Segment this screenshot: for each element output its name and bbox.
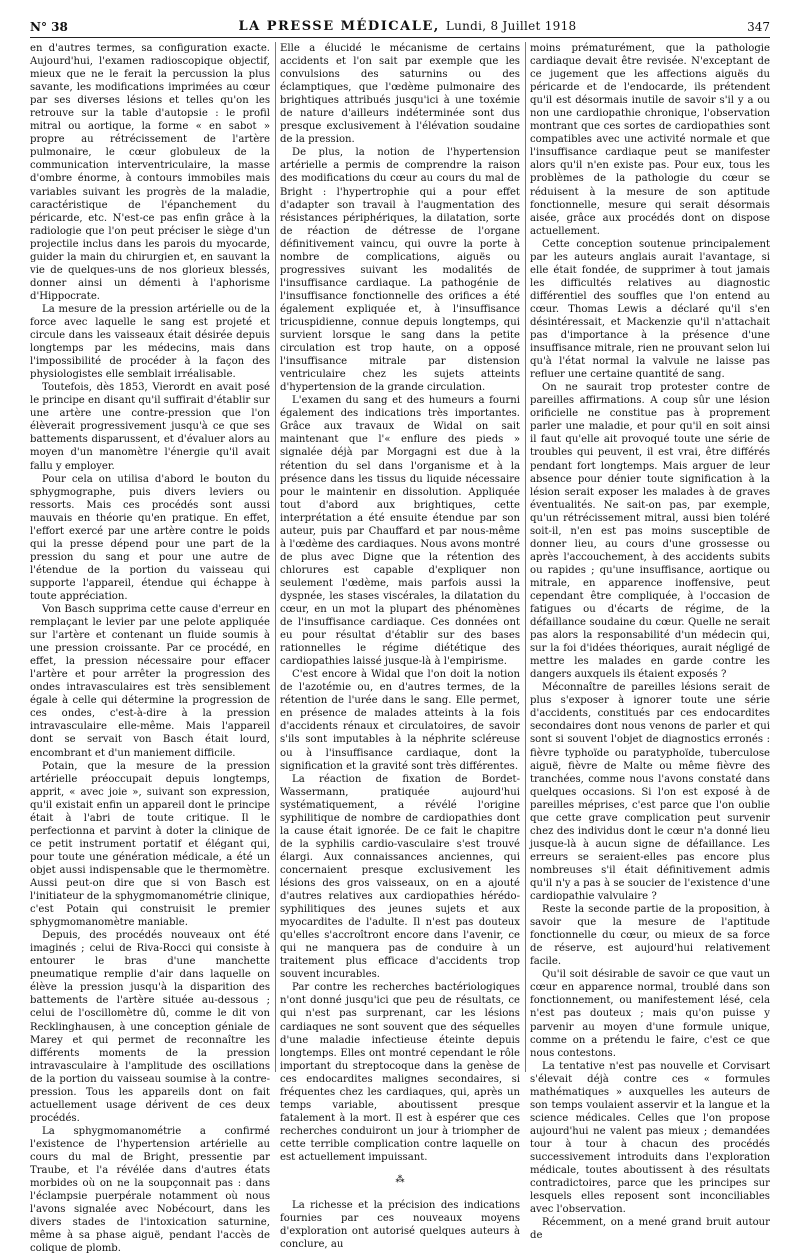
paragraph: La tentative n'est pas nouvelle et Corvisart s'élevait déjà contre ces « formules mathématiques » auxquelles les auteurs de son temps voulaient asservir et la langue et la science médicales. Celles que l'on propose aujourd'hui ne valent pas mieux ; demandées tour à tour à chacun des procédés successivement introduits dans l'exploration médicale, toutes aboutissent à des résultats contradictoires, parce que les principes sur lesquels elles reposent sont inconciliables avec l'observation. [530, 1060, 770, 1216]
issue-date: Lundi, 8 Juillet 1918 [445, 19, 577, 33]
paragraph: La réaction de fixation de Bordet-Wassermann, pratiquée aujourd'hui systématiquement, a révélé l'origine syphilitique de nombre de cardiopathies dont la cause était ignorée. De ce fait le chapitre de la syphilis cardio-vasculaire s'est trouvé élargi. Aux connaissances anciennes, qui concernaient presque exclusivement les lésions des gros vaisseaux, on en a ajouté d'autres relatives aux cardiopathies hérédo-syphilitiques des jeunes sujets et aux myocardites de l'adulte. Il n'est pas douteux qu'elles s'accroîtront encore dans l'avenir, ce qui ne manquera pas de conduire à un traitement plus efficace d'accidents trop souvent incurables. [280, 773, 520, 981]
paragraph: Toutefois, dès 1853, Vierordt en avait posé le principe en disant qu'il suffirait d'établir sur une artère une contre-pression que l'on élèverait progressivement jusqu'à ce que ses battements disparussent, et d'évaluer alors au moyen d'un manomètre l'énergie qu'il avait fallu y employer. [30, 382, 270, 472]
paragraph: Méconnaître de pareilles lésions serait de plus s'exposer à ignorer toute une série d'accidents, constitués par ces endocardites secondaires dont nous venons de parler et qui sont si souvent l'objet de diagnostics erronés : fièvre typhoïde ou paratyphoïde, tuberculose aiguë, fièvre de Malte ou même fièvre des tranchées, comme nous l'avons constaté dans quelques occasions. Si l'on est exposé à de pareilles méprises, c'est parce que l'on oublie que cette grave complication peut survenir chez des individus dont le cœur n'a donné lieu jusque-là à aucun signe de défaillance. Les erreurs se seraient-elles pas encore plus nombreuses s'il était définitivement admis qu'il n'y a pas à se soucier de l'existence d'une cardiopathie valvulaire ? [530, 682, 770, 903]
paragraph: La mesure de la pression artérielle ou de la force avec laquelle le sang est projeté et circule dans les vaisseaux était désirée depuis longtemps par les médecins, mais dans l'impossibilité de procéder à la façon des physiologistes elle semblait irréalisable. [30, 303, 270, 381]
paragraph: Qu'il soit désirable de savoir ce que vaut un cœur en apparence normal, troublé dans son fonctionnement, ou manifestement lésé, cela n'est pas douteux ; mais qu'on puisse y parvenir au moyen d'une formule unique, comme on a prétendu le faire, c'est ce que nous contestons. [530, 969, 770, 1059]
paragraph: Depuis, des procédés nouveaux ont été imaginés ; celui de Riva-Rocci qui consiste à entourer le bras d'une manchette pneumatique remplie d'air dans laquelle on élève la pression jusqu'à la disparition des battements de l'artère située au-dessous ; celui de l'oscillomètre dû, comme le dit von Recklinghausen, à une conception géniale de Marey et qui permet de reconnaître les différents moments de la pression intravasculaire à l'amplitude des oscillations de la portion du vaisseau soumise à la contre-pression. Tous les appareils dont on fait actuellement usage dérivent de ces deux procédés. [30, 930, 270, 1124]
paragraph: On ne saurait trop protester contre de pareilles affirmations. A coup sûr une lésion orificielle ne constitue pas à proprement parler une maladie, et pour qu'il en soit ainsi il faut qu'elle ait provoqué toute une série de troubles qui peuvent, il est vrai, être différés pendant fort longtemps. Mais arguer de leur absence pour dénier toute signification à la lésion serait exposer les malades à de graves éventualités. Ne sait-on pas, par exemple, qu'un rétrécissement mitral, aussi bien toléré soit-il, n'en est pas moins susceptible de donner lieu, au cours d'une grossesse ou après l'accouchement, à des accidents subits ou rapides ; qu'une insuffisance, aortique ou mitrale, en apparence inoffensive, peut cependant être compliquée, à l'occasion de fatigues ou d'écarts de régime, de la défaillance soudaine du cœur. Quelle ne serait pas alors la responsabilité d'un médecin qui, sur la foi d'idées théoriques, aurait négligé de mettre les malades en garde contre les dangers auxquels ils étaient exposés ? [530, 382, 770, 681]
column-middle [280, 42, 520, 1251]
paragraph: C'est encore à Widal que l'on doit la notion de l'azotémie ou, en d'autres termes, de la rétention de l'urée dans le sang. Elle permet, en présence de malades atteints à la fois d'accidents rénaux et circulatoires, de savoir s'ils sont imputables à la néphrite scléreuse ou à l'insuffisance cardiaque, dont la signification et la gravité sont très différentes. [280, 669, 520, 772]
paragraph: L'examen du sang et des humeurs a fourni également des indications très importantes. Grâce aux travaux de Widal on sait maintenant que l'« enflure des pieds » signalée déjà par Morgagni est due à la rétention du sel dans l'organisme et à la présence dans les tissus du liquide nécessaire pour le maintenir en dissolution. Appliquée tout d'abord aux brightiques, cette interprétation a été ensuite étendue par son auteur, puis par Chauffard et par nous-même à l'œdème des cardiaques. Nous avons montré de plus avec Digne que la rétention des chlorures est capable d'expliquer non seulement l'œdème, mais parfois aussi la dyspnée, les stases viscérales, la dilatation du cœur, en un mot la plupart des phénomènes de l'insuffisance cardiaque. Ces données ont eu pour résultat d'établir sur des bases rationnelles le régime diététique des cardiopathies laissé jusque-là à l'empirisme. [280, 395, 520, 668]
paragraph: Cette conception soutenue principalement par les auteurs anglais aurait l'avantage, si elle était fondée, de supprimer à tout jamais les difficultés relatives au diagnostic différentiel des souffles que l'on entend au cœur. Thomas Lewis a déclaré qu'il s'en désintéressait, et Mackenzie qu'il n'attachait pas d'importance à la présence d'une insuffisance mitrale, rien ne prouvant selon lui qu'à l'état normal la valvule ne laisse pas refluer une certaine quantité de sang. [530, 238, 770, 381]
column-left [30, 42, 270, 1255]
page-number: 347 [747, 20, 770, 34]
paragraph: Récemment, on a mené grand bruit autour de [530, 1217, 770, 1242]
article-body [30, 42, 770, 1255]
paragraph: Von Basch supprima cette cause d'erreur en remplaçant le levier par une pelote appliquée sur l'artère et contenant un fluide soumis à une pression croissante. Par ce procédé, en effet, la pression nécessaire pour effacer l'artère et pour arrêter la progression des ondes intravasculaires est très sensiblement égale à celle qui détermine la progression de ces ondes, c'est-à-dire à la pression intravasculaire elle-même. Mais l'appareil dont se servait von Basch était lourd, encombrant et d'un maniement difficile. [30, 604, 270, 759]
journal-title-line [238, 19, 576, 34]
section-separator: ⁂ [395, 1175, 405, 1186]
paragraph: Elle a élucidé le mécanisme de certains accidents et l'on sait par exemple que les convulsions des saturnins ou des éclamptiques, que l'œdème pulmonaire des brightiques attribués jusqu'ici à une toxémie de nature d'ailleurs indéterminée sont dus presque exclusivement à l'élévation soudaine de la pression. [280, 43, 520, 146]
paragraph: moins prématurément, que la pathologie cardiaque devait être revisée. N'exceptant de ce jugement que les affections aiguës du péricarde et de l'endocarde, ils prétendent qu'il est désormais inutile de savoir s'il y a ou non une cardiopathie chronique, l'observation montrant que ces sortes de cardiopathies sont compatibles avec une activité normale et que l'insuffisance cardiaque peut se manifester alors qu'il n'en existe pas. Pour eux, tous les problèmes de la pathologie du cœur se réduisent à la mesure de son aptitude fonctionnelle, mesure qui serait désormais aisée, grâce aux procédés dont on dispose actuellement. [530, 43, 770, 237]
paragraph: La richesse et la précision des indications fournies par ces nouveaux moyens d'exploration ont autorisé quelques auteurs à conclure, au [280, 1200, 520, 1251]
issue-number: N° 38 [30, 20, 68, 34]
paragraph: Potain, que la mesure de la pression artérielle préoccupait depuis longtemps, apprit, « avec joie », suivant son expression, qu'il existait enfin un appareil dont le principe était à l'abri de toute critique. Il le perfectionna et parvint à doter la clinique de ce petit instrument portatif et élégant qui, pour toute une génération médicale, a été un objet aussi indispensable que le thermomètre. Aussi peut-on dire que si von Basch est l'initiateur de la sphygmomanométrie clinique, c'est Potain qui construisit le premier sphygmomanomètre maniable. [30, 760, 270, 929]
page-header [30, 12, 770, 38]
column-right [530, 42, 770, 1242]
paragraph: Pour cela on utilisa d'abord le bouton du sphygmographe, puis divers leviers ou ressorts. Mais ces procédés sont aussi mauvais en théorie qu'en pratique. En effet, l'effort exercé par une artère contre le poids qui la presse dépend pour une part de la pression du sang et pour une autre de l'étendue de la portion du vaisseau qui supporte l'appareil, étendue qui échappe à toute appréciation. [30, 473, 270, 602]
paragraph: De plus, la notion de l'hypertension artérielle a permis de comprendre la raison des modifications du cœur au cours du mal de Bright : l'hypertrophie qui a pour effet d'adapter son travail à l'augmentation des résistances périphériques, la dilatation, sorte de réaction de détresse de l'organe définitivement vaincu, qui ouvre la porte à nombre de complications, aiguës ou progressives suivant les modalités de l'insuffisance cardiaque. La pathogénie de l'insuffisance fonctionnelle des orifices a été également expliquée et, à l'insuffisance tricuspidienne, connue depuis longtemps, qui survient lorsque le sang dans la petite circulation est trop haute, on a opposé l'insuffisance mitrale par distension ventriculaire chez les sujets atteints d'hypertension de la grande circulation. [280, 147, 520, 394]
paragraph: Par contre les recherches bactériologiques n'ont donné jusqu'ici que peu de résultats, ce qui n'est pas surprenant, car les lésions cardiaques ne sont souvent que des séquelles d'une maladie infectieuse éteinte depuis longtemps. Elles ont montré cependant le rôle important du streptocoque dans la genèse de ces endocardites malignes secondaires, si fréquentes chez les cardiaques, qui, après un temps variable, aboutissent presque fatalement à la mort. Il est à espérer que ces recherches conduiront un jour à triompher de cette terrible complication contre laquelle on est actuellement impuissant. [280, 982, 520, 1163]
paragraph: en d'autres termes, sa configuration exacte. Aujourd'hui, l'examen radioscopique objectif, mieux que ne le ferait la percussion la plus savante, les modifications imprimées au cœur par ses diverses lésions et telles qu'on les retrouve sur la table d'autopsie : le profil mitral ou aortique, la forme « en sabot » propre au rétrécissement de l'artère pulmonaire, le cœur globuleux de la communication interventriculaire, la masse d'ombre énorme, à contours immobiles mais variables suivant les progrès de la maladie, caractéristique de l'épanchement du péricarde, etc. N'est-ce pas enfin grâce à la radiologie que l'on peut préciser le siège d'un projectile inclus dans les parois du myocarde, guider la main du chirurgien et, en sauvant la vie de quelques-uns de nos glorieux blessés, donner ainsi un démenti à l'aphorisme d'Hippocrate. [30, 43, 270, 302]
paragraph: La sphygmomanométrie a confirmé l'existence de l'hypertension artérielle au cours du mal de Bright, pressentie par Traube, et l'a révélée dans d'autres états morbides où on ne la soupçonnait pas : dans l'éclampsie puerpérale notamment où nous l'avons signalée avec Nobécourt, dans les divers stades de l'intoxication saturnine, même à sa phase aiguë, pendant l'accès de colique de plomb. [30, 1125, 270, 1255]
paragraph: Reste la seconde partie de la proposition, à savoir que la mesure de l'aptitude fonctionnelle du cœur, ou mieux de sa force de réserve, est aujourd'hui relativement facile. [530, 904, 770, 968]
column-divider [525, 42, 526, 1072]
column-divider [275, 42, 276, 1072]
journal-title: LA PRESSE MÉDICALE, [238, 19, 440, 34]
